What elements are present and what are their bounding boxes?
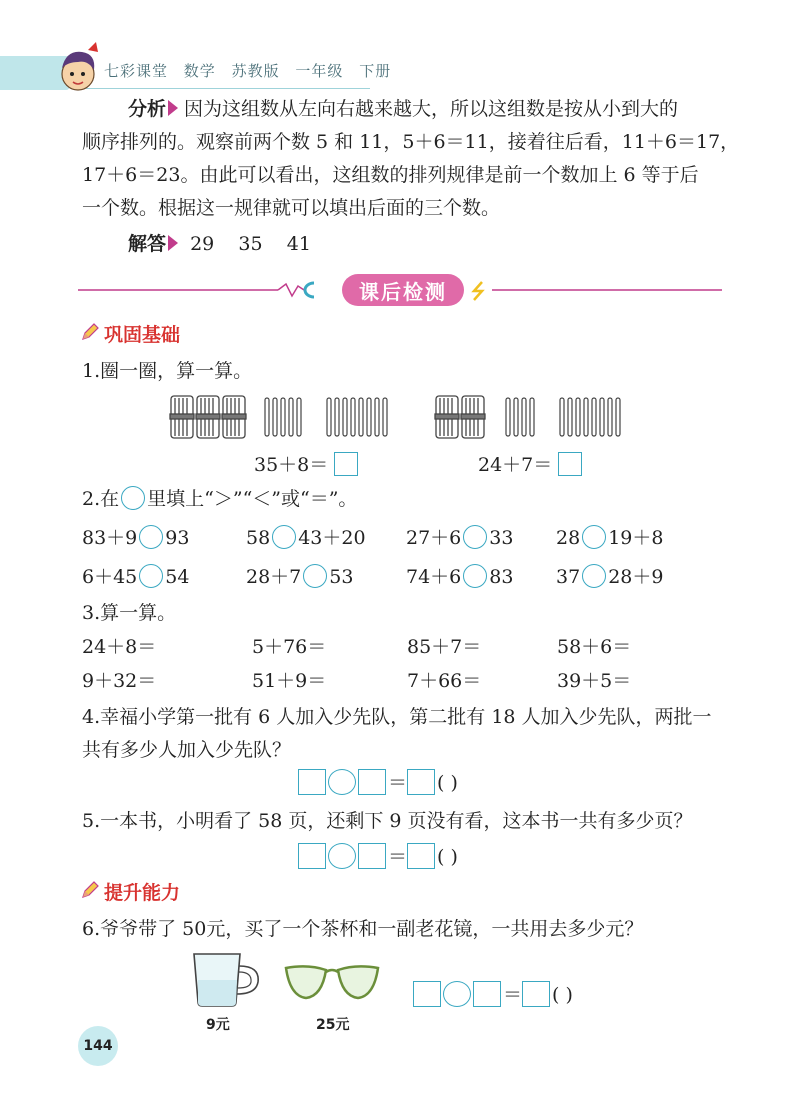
compare-item: 58 43＋20	[246, 527, 366, 549]
compare-item: 27＋6 33	[406, 527, 514, 549]
pencil-icon	[80, 322, 100, 342]
answer-box[interactable]	[473, 981, 501, 1007]
mascot-icon	[52, 40, 104, 96]
pointer-icon	[168, 100, 178, 116]
answer-line	[128, 229, 311, 259]
formula-row-q6: ＝ ( )	[413, 980, 573, 1007]
compare-item: 83＋9 93	[82, 527, 190, 549]
section-banner	[340, 272, 466, 308]
question-4-line-1: 4.幸福小学第一批有 6 人加入少先队，第二批有 18 人加入少先队，两批一	[82, 706, 712, 728]
answer-box[interactable]	[522, 981, 550, 1007]
operator-circle[interactable]	[328, 769, 356, 795]
calc-item: 51＋9＝	[252, 670, 327, 692]
header-rule	[70, 88, 370, 89]
sticks-group-b	[432, 392, 642, 442]
question-6: 6.爷爷带了 50元，买了一个茶杯和一副老花镜，一共用去多少元？	[82, 918, 644, 940]
glasses-price: 25元	[316, 1017, 350, 1033]
question-4-line-2: 共有多少人加入少先队？	[82, 739, 292, 761]
compare-circle[interactable]	[139, 564, 163, 588]
pencil-icon	[80, 880, 100, 900]
analysis-label: 分析	[128, 98, 167, 120]
circle-placeholder-icon	[121, 486, 145, 510]
compare-circle[interactable]	[272, 525, 296, 549]
answer-label: 解答	[128, 233, 167, 255]
compare-circle[interactable]	[463, 525, 487, 549]
calc-item: 39＋5＝	[557, 670, 632, 692]
glasses-icon	[282, 962, 382, 1012]
unit-paren[interactable]: ( )	[437, 846, 458, 868]
answer-box[interactable]	[558, 452, 582, 476]
cup-icon	[188, 950, 268, 1010]
header-edition: 苏教版	[231, 62, 280, 80]
calc-item: 7＋66＝	[407, 670, 482, 692]
compare-item: 74＋6 83	[406, 566, 514, 588]
answer-box[interactable]	[298, 843, 326, 869]
compare-circle[interactable]	[303, 564, 327, 588]
compare-item: 28 19＋8	[556, 527, 664, 549]
answer-box[interactable]	[334, 452, 358, 476]
calc-item: 9＋32＝	[82, 670, 157, 692]
banner-title: 课后检测	[359, 280, 447, 304]
formula-row-q5: ＝ ( )	[298, 842, 458, 869]
question-2: 2.在 里填上“＞”“＜”或“＝”。	[82, 488, 358, 510]
calc-item: 5＋76＝	[252, 636, 327, 658]
compare-circle[interactable]	[582, 564, 606, 588]
stick-bundle-icon	[461, 396, 485, 438]
answer-value: 29	[190, 233, 215, 255]
q1-expr-b: 24＋7＝	[478, 450, 582, 477]
calc-item: 85＋7＝	[407, 636, 482, 658]
cup-price: 9元	[206, 1017, 230, 1033]
page-number: 144	[78, 1026, 118, 1066]
sticks-group-a	[165, 392, 405, 442]
answer-box[interactable]	[407, 843, 435, 869]
analysis-line-2: 顺序排列的。观察前两个数 5 和 11，5＋6＝11，接着往后看，11＋6＝17，	[82, 131, 740, 153]
operator-circle[interactable]	[328, 843, 356, 869]
question-1: 1.圈一圈，算一算。	[82, 360, 253, 382]
header-text	[104, 60, 401, 81]
question-5: 5.一本书，小明看了 58 页，还剩下 9 页没有看，这本书一共有多少页？	[82, 810, 693, 832]
compare-circle[interactable]	[139, 525, 163, 549]
analysis-line-1: 分析 因为这组数从左向右越来越大，所以这组数是按从小到大的	[128, 98, 679, 120]
compare-circle[interactable]	[582, 525, 606, 549]
unit-paren[interactable]: ( )	[437, 772, 458, 794]
answer-box[interactable]	[407, 769, 435, 795]
q1-expr-a: 35＋8＝	[254, 450, 358, 477]
section-title-basics: 巩固基础	[104, 324, 181, 346]
compare-item: 6＋45 54	[82, 566, 190, 588]
calc-item: 58＋6＝	[557, 636, 632, 658]
formula-row-q4: ＝ ( )	[298, 768, 458, 795]
answer-box[interactable]	[413, 981, 441, 1007]
header-grade: 一年级	[295, 62, 344, 80]
section-title-advanced: 提升能力	[104, 882, 181, 904]
unit-paren[interactable]: ( )	[552, 984, 573, 1006]
pointer-icon	[168, 235, 178, 251]
stick-bundle-icon	[170, 396, 194, 438]
calc-item: 24＋8＝	[82, 636, 157, 658]
header-volume: 下册	[359, 62, 392, 80]
answer-box[interactable]	[358, 769, 386, 795]
header-series: 七彩课堂	[104, 62, 169, 80]
stick-bundle-icon	[222, 396, 246, 438]
stick-bundle-icon	[435, 396, 459, 438]
question-3: 3.算一算。	[82, 602, 177, 624]
answer-value: 35	[238, 233, 263, 255]
compare-item: 37 28＋9	[556, 566, 664, 588]
analysis-line-3: 17＋6＝23。由此可以看出，这组数的排列规律是前一个数加上 6 等于后	[82, 164, 699, 186]
header-subject: 数学	[183, 62, 216, 80]
stick-bundle-icon	[196, 396, 220, 438]
compare-circle[interactable]	[463, 564, 487, 588]
compare-item: 28＋7 53	[246, 566, 354, 588]
analysis-line-4: 一个数。根据这一规律就可以填出后面的三个数。	[82, 197, 501, 219]
answer-box[interactable]	[298, 769, 326, 795]
operator-circle[interactable]	[443, 981, 471, 1007]
answer-value: 41	[286, 233, 311, 255]
answer-box[interactable]	[358, 843, 386, 869]
